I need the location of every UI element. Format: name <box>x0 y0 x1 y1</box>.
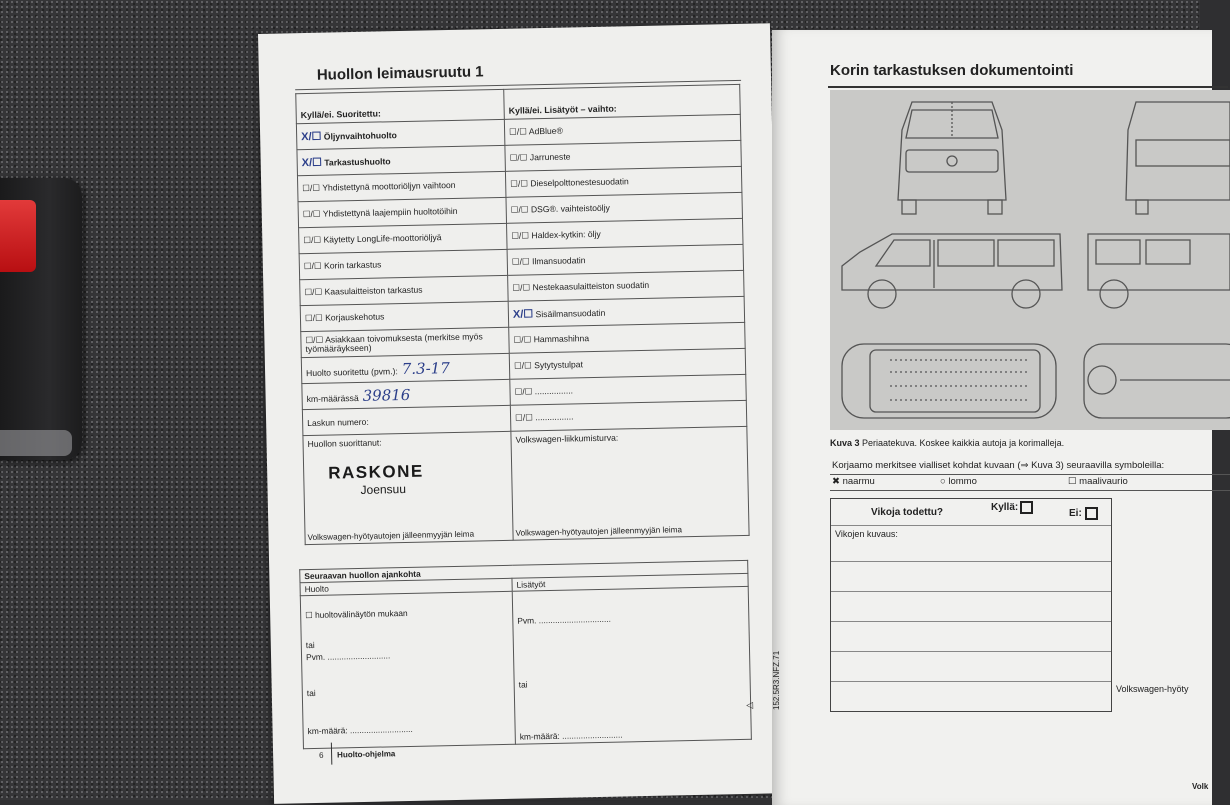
van-front-view <box>898 102 1006 214</box>
checkbox-mark: ☐/☐ <box>304 312 323 324</box>
item-label: ................ <box>535 411 574 423</box>
checkbox-mark: ☐/☐ <box>508 126 528 137</box>
van-side-view-right <box>1088 234 1230 308</box>
checkbox-mark: ☐/☐ <box>510 204 529 215</box>
page-turn-arrow-icon: ◁ <box>746 699 754 710</box>
checkbox-mark: ☐/☐ <box>509 152 528 163</box>
checkbox-mark: X/☐ <box>512 308 534 321</box>
checkbox-mark: ☐/☐ <box>511 230 530 241</box>
next-col-extra-header: Lisätyöt <box>512 573 748 591</box>
checkbox-mark: ☐/☐ <box>512 282 531 293</box>
service-date-label: Huolto suoritettu (pvm.): <box>305 365 398 378</box>
no-checkbox[interactable] <box>1085 507 1098 520</box>
or-text: tai <box>518 679 528 690</box>
page-footer: Volk <box>1192 782 1209 791</box>
item-label: Dieselpolttonestesuodatin <box>530 176 629 189</box>
van-top-view <box>842 344 1056 418</box>
item-label: Käytetty LongLife-moottoriöljyä <box>323 232 442 245</box>
column-header-performed: Kyllä/ei. Suoritettu: <box>296 89 505 123</box>
no-label: Ei: <box>1069 508 1082 520</box>
item-label: Korin tarkastus <box>323 259 382 271</box>
left-page <box>258 23 786 804</box>
item-label: AdBlue® <box>528 125 563 137</box>
paint-damage-symbol: ☐ maalivaurio <box>1068 476 1128 487</box>
checkbox-mark: ☐/☐ <box>304 286 323 298</box>
page-footer: Huolto-ohjelma <box>337 749 396 760</box>
van-side-view <box>842 234 1062 308</box>
service-date-handwritten: 7.3-17 <box>401 358 450 378</box>
column-header-extra-work: Kyllä/ei. Lisätyöt – vaihto: <box>504 84 741 119</box>
yes-checkbox[interactable] <box>1020 501 1033 514</box>
item-label: Sytytystulpat <box>534 359 583 371</box>
title-rule <box>828 86 1228 88</box>
km-label: km-määrässä <box>306 392 359 404</box>
table-row <box>831 651 1111 652</box>
page-number: 6 <box>319 750 324 760</box>
table-row <box>831 525 1111 526</box>
document-code: 152.5R3.NFZ.71 <box>772 650 781 710</box>
item-label: Kaasulaitteiston tarkastus <box>324 284 423 297</box>
checkbox-mark: ☐/☐ <box>513 334 532 345</box>
checkbox-mark: ☐/☐ <box>514 412 533 423</box>
defects-table <box>830 498 1112 712</box>
item-label: DSG®. vaihteistoöljy <box>530 202 610 215</box>
item-label: Tarkastushuolto <box>324 156 391 168</box>
or-text: tai <box>306 687 316 699</box>
dent-symbol: ○ lommo <box>940 476 977 487</box>
item-label: Hammashihna <box>533 333 590 345</box>
item-label: Korjauskehotus <box>325 311 385 323</box>
invoice-row: Laskun numero: <box>302 405 510 435</box>
defects-yes-option <box>991 501 1033 514</box>
checkbox-mark: ☐/☐ <box>514 386 533 397</box>
next-col-service-header: Huolto <box>300 578 512 595</box>
van-outline-drawings <box>830 90 1230 430</box>
next-date-field: Pvm. ........................... <box>305 650 391 663</box>
defects-no-option <box>1069 507 1098 520</box>
dealer-stamp-cell <box>303 431 513 544</box>
checkbox-mark: ☐/☐ <box>305 334 324 345</box>
checkbox-mark: ☐/☐ <box>511 256 530 267</box>
checkbox-mark: X/☐ <box>301 130 322 144</box>
buckle-trim <box>0 430 72 456</box>
yes-label: Kyllä: <box>991 502 1019 514</box>
checkbox-mark: ☐/☐ <box>513 360 532 371</box>
item-label: Asiakkaan toivomuksesta (merkitse myös työmääräykseen) <box>305 330 483 354</box>
next-service-title: Seuraavan huollon ajankohta <box>300 560 748 582</box>
table-row <box>831 591 1111 592</box>
checkbox-mark: ☐/☐ <box>303 260 322 272</box>
checkbox-mark: ☐/☐ <box>302 182 321 194</box>
item-label: Yhdistettynä moottoriöljyn vaihtoon <box>322 179 456 193</box>
marking-instructions: Korjaamo merkitsee vialliset kohdat kuvaan (⇒ Kuva 3) seuraavilla symboleilla: <box>832 460 1165 471</box>
item-label: Nestekaasulaitteiston suodatin <box>532 279 650 293</box>
interval-option: ☐ huoltovälinäytön mukaan <box>305 607 408 621</box>
next-extra-km-field: km-määrä: .......................... <box>519 729 623 742</box>
van-underbody-view <box>1084 344 1230 418</box>
next-service-table <box>299 560 752 749</box>
insurance-label: Volkswagen-liikkumisturva: <box>515 432 619 445</box>
item-label: Sisäilmansuodatin <box>535 307 606 320</box>
insurance-stamp-cell <box>511 426 749 540</box>
defects-question: Vikoja todettu? <box>871 507 944 518</box>
symbols-bottom-rule <box>830 490 1230 491</box>
stamp-caption: Volkswagen-hyötyautojen jälleenmyyjän leima <box>307 529 475 543</box>
item-label: Öljynvaihtohuolto <box>323 130 397 142</box>
checkbox-mark: X/☐ <box>301 156 323 170</box>
next-service-column <box>300 591 515 748</box>
page-title: Korin tarkastuksen dokumentointi <box>830 62 1074 79</box>
dealer-stamp-caption: Volkswagen-hyöty <box>1116 684 1189 694</box>
table-row <box>831 681 1111 682</box>
item-label: Haldex-kytkin: öljy <box>531 228 601 241</box>
van-rear-view <box>1126 102 1230 214</box>
item-label: Yhdistettynä laajempiin huoltotöihin <box>322 205 458 219</box>
figure-label: Kuva 3 <box>830 438 860 448</box>
checkbox-mark: ☐/☐ <box>302 208 321 220</box>
defects-description-label: Vikojen kuvaus: <box>835 529 898 539</box>
item-label: Ilmansuodatin <box>531 255 586 267</box>
figure-caption <box>830 438 1064 448</box>
buckle-release-button <box>0 200 36 272</box>
dealer-stamp-logo: RASKONE <box>328 461 424 483</box>
km-handwritten: 39816 <box>362 385 411 405</box>
performer-label: Huollon suorittanut: <box>307 437 382 450</box>
figure-caption-text: Periaatekuva. Koskee kaikkia autoja ja korimalleja. <box>859 438 1065 448</box>
page-title: Huollon leimausruutu 1 <box>316 63 484 84</box>
scratch-symbol: ✖ naarmu <box>832 476 875 487</box>
stamp-caption: Volkswagen-hyötyautojen jälleenmyyjän leima <box>515 525 683 538</box>
dealer-stamp-location: Joensuu <box>360 482 407 497</box>
item-label: ................ <box>534 385 574 397</box>
next-extra-date-field: Pvm. ............................... <box>517 613 611 626</box>
or-text: tai <box>305 639 315 651</box>
checkbox-mark: ☐/☐ <box>303 234 322 246</box>
right-page <box>772 30 1212 805</box>
service-stamp-form <box>295 84 749 545</box>
next-km-field: km-määrä: ........................... <box>307 723 413 737</box>
checkbox-mark: ☐/☐ <box>510 178 529 189</box>
item-label: Jarruneste <box>529 151 571 163</box>
vehicle-diagram <box>830 90 1230 430</box>
table-row <box>831 621 1111 622</box>
next-extra-column <box>512 586 754 744</box>
table-row <box>831 561 1111 562</box>
symbols-top-rule <box>830 474 1230 475</box>
